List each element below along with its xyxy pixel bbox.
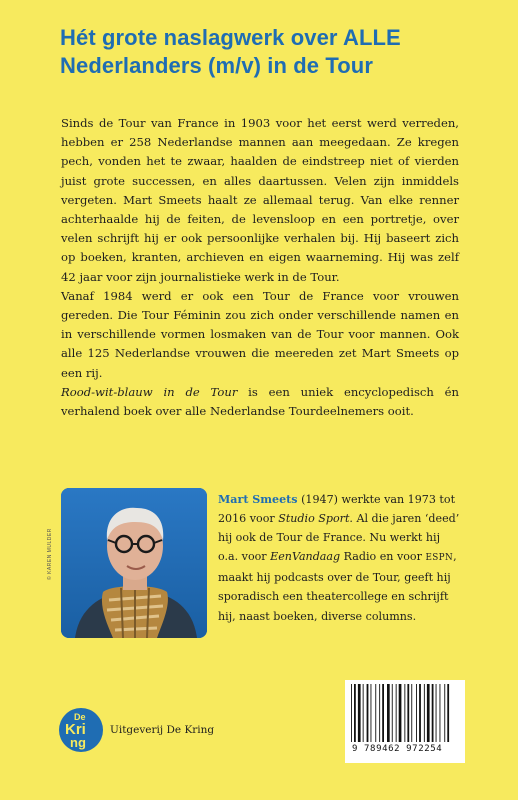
barcode-bar (382, 684, 384, 742)
barcode-bar (447, 684, 449, 742)
barcode-bar (427, 684, 430, 742)
blurb-paragraph-1: Sinds de Tour van France in 1903 voor het eerst werd verreden, hebben er 258 Nederlandse mannen aan meegedaan. Ze kregen pech, vonden het te zwaar, haalden de eindstreep niet of vierden juist grote successen, en alles daartussen. Velen zijn inmiddels vergeten. Mart Smeets haalt ze allemaal terug. Van elke renner achterhaalde hij de feiten, de levensloop en een portretje, over velen schrijft hij er ook persoonlijke verhalen bij. Hij baseert zich op boeken, kranten, archieven en eigen waarneming. Hij was zelf 42 jaar voor zijn journalistieke werk in de Tour. (61, 116, 459, 284)
barcode-bar (387, 684, 390, 742)
bio-broadcaster: ESPN (425, 553, 454, 564)
barcode-bar (379, 684, 380, 742)
headline-line-2: Nederlanders (m/v) in de Tour (60, 53, 373, 78)
blurb-paragraph-2: Vanaf 1984 werd er ook een Tour de France voor vrouwen gereden. Die Tour Féminin zou zich onder verschillende namen en in verschillende vormen losmaken van de Tour voor mannen. Ook alle 125 Nederlandse vrouwen die meereden zet Mart Smeets op een rij. (61, 288, 459, 380)
logo-text-1: De (74, 712, 86, 722)
barcode-bar (432, 684, 434, 742)
blurb-paragraph-3 (61, 383, 459, 421)
logo-text-3: ng (70, 735, 86, 750)
barcode-bar (396, 684, 397, 742)
headline (60, 24, 500, 80)
barcode-bar (411, 684, 412, 742)
barcode-bar (363, 684, 364, 742)
bio-text-4: , maakt hij podcasts over de Tour, geeft hij sporadisch een theatercollege en schrijft hij, naast boeken, diverse columns. (218, 550, 457, 623)
author-portrait-illustration (61, 488, 207, 638)
blurb (61, 114, 459, 421)
barcode-bar (416, 684, 417, 742)
barcode-bar (354, 684, 356, 742)
bio-show-2: EenVandaag (270, 550, 341, 564)
author-photo (61, 488, 207, 638)
barcode-number: 9 789462 972254 (352, 744, 443, 754)
photo-credit: © KAREN MULDER (47, 528, 53, 580)
barcode-bar (419, 684, 421, 742)
author-name: Mart Smeets (218, 493, 298, 506)
barcode-bar (399, 684, 402, 742)
headline-line-1: Hét grote naslagwerk over ALLE (60, 25, 401, 50)
barcode-bar (371, 684, 372, 742)
bio-text-2: . Al die jaren ‘deed’ hij ook de Tour de France. Nu werkt hij o.a. voor (218, 512, 460, 564)
blurb-paragraph-3-rest: is een uniek encyclopedisch én verhalend boek over alle Nederlandse Tourdeelnemers ooit. (61, 384, 459, 419)
barcode-bar (440, 684, 441, 742)
author-bio (218, 490, 462, 626)
barcode-bar (404, 684, 405, 742)
bio-text-1: (1947) werkte van 1973 tot 2016 voor (218, 493, 456, 526)
barcode-bar (367, 684, 369, 742)
bio-text-3: Radio en voor (340, 550, 426, 564)
barcode-bar (351, 684, 352, 742)
logo-text-2: Kri (65, 721, 86, 738)
book-title: Rood-wit-blauw in de Tour (61, 384, 238, 399)
barcode-bar (375, 684, 376, 742)
barcode-bar (444, 684, 445, 742)
barcode-bar (436, 684, 437, 742)
publisher-name: Uitgeverij De Kring (110, 724, 215, 736)
bio-show-1: Studio Sport (278, 512, 350, 526)
publisher-logo (59, 708, 103, 752)
barcode-bar (358, 684, 361, 742)
barcode-bar (392, 684, 393, 742)
barcode-bar (424, 684, 425, 742)
barcode-bar (407, 684, 409, 742)
